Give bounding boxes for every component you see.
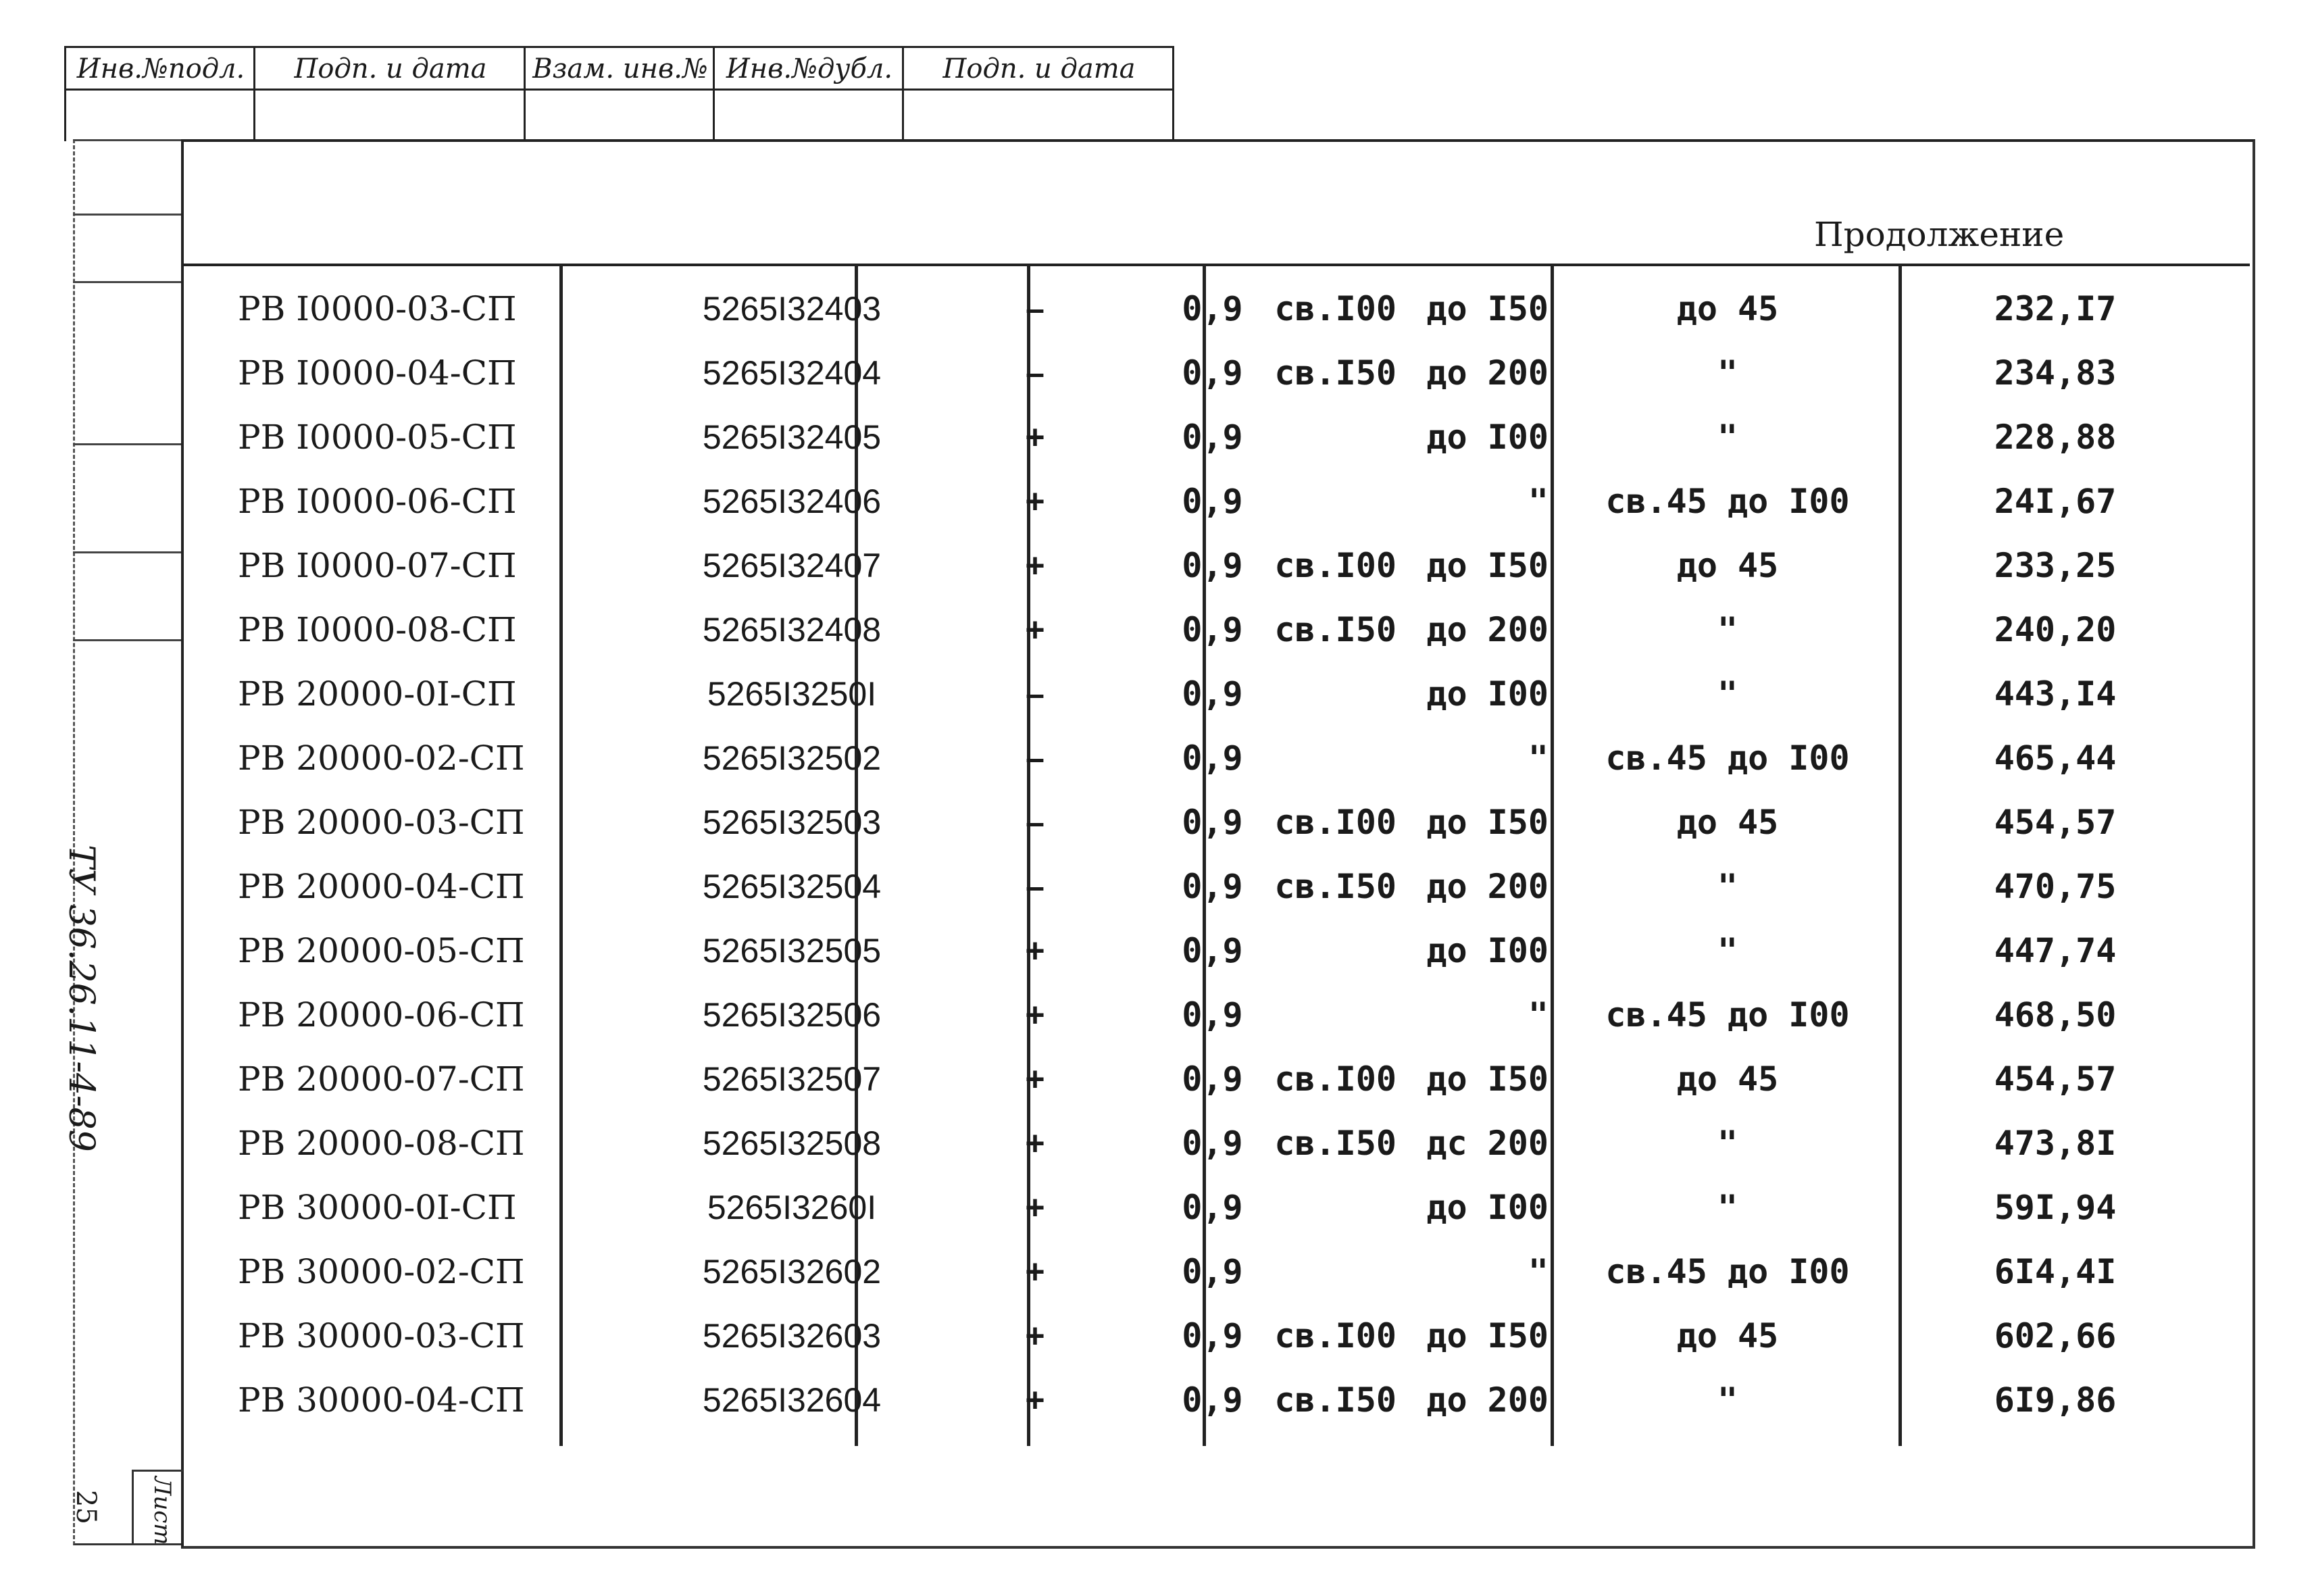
range-a-to: до I50 [1426,546,1549,585]
range-a-from: св.I00 [1274,1316,1397,1355]
sign-cell: – [1026,868,1045,905]
range-a-cell [1241,470,1555,534]
table-row [184,598,2250,662]
price-cell: 228,88 [1994,418,2117,457]
range-a-cell [1241,1304,1555,1368]
product-code: 5265I32603 [702,1317,882,1355]
price-cell: 59I,94 [1994,1188,2117,1227]
table-row [184,791,2250,855]
price-cell: 6I4,4I [1994,1252,2117,1291]
stamp-cell-sign-date-2 [902,48,1174,141]
range-a-to: до I00 [1426,418,1549,457]
product-name: РВ 20000-06-СП [238,995,525,1034]
range-a-cell [1241,1047,1555,1112]
range-a-from: св.I00 [1274,289,1397,328]
document-number: ТУ 36.26.11-4-89 [61,845,101,1152]
range-a-cell [1241,1112,1555,1176]
coefficient-cell: 0,9 [1182,1316,1243,1355]
range-a-from: св.I50 [1274,1380,1397,1420]
price-cell: 465,44 [1994,739,2117,778]
stamp-label: Взам. инв.№ [532,53,708,84]
price-cell: 443,I4 [1994,674,2117,714]
range-a-from: св.I00 [1274,803,1397,842]
product-name: РВ 20000-0I-СП [238,674,517,714]
stamp-label: Подп. и дата [294,53,487,84]
range-a-cell [1241,983,1555,1047]
table-row [184,983,2250,1047]
product-code: 5265I32404 [702,354,882,392]
coefficient-cell: 0,9 [1182,546,1243,585]
product-code: 5265I32407 [702,547,882,584]
sign-cell: + [1025,932,1045,970]
range-a-cell [1241,1368,1555,1432]
table-row [184,1368,2250,1432]
table-row [184,277,2250,341]
product-name: РВ I0000-04-СП [238,353,517,393]
coefficient-cell: 0,9 [1182,1380,1243,1420]
table-row [184,726,2250,791]
sign-cell: – [1026,803,1045,841]
range-a-cell [1241,534,1555,598]
range-a-to: " [1528,482,1549,521]
coefficient-cell: 0,9 [1182,289,1243,328]
range-a-to: дс 200 [1426,1124,1549,1163]
left-margin-marks [73,139,181,639]
range-a-cell [1241,855,1555,919]
table-row [184,919,2250,983]
range-a-to: " [1528,1252,1549,1291]
range-a-from: св.I00 [1274,546,1397,585]
price-cell: 470,75 [1994,867,2117,906]
coefficient-cell: 0,9 [1182,1252,1243,1291]
product-name: РВ 20000-08-СП [238,1124,525,1163]
range-b-cell: св.45 до I00 [1605,1252,1850,1291]
product-code: 5265I32604 [702,1381,882,1419]
stamp-cell-inv-dup [713,48,904,141]
stamp-cell-inv-orig [64,48,255,141]
range-b-cell: " [1717,1124,1738,1163]
table-row [184,534,2250,598]
approval-stamp [64,46,1174,141]
coefficient-cell: 0,9 [1182,353,1243,393]
coefficient-cell: 0,9 [1182,1188,1243,1227]
stamp-cell-replace-inv [524,48,715,141]
range-a-to: " [1528,739,1549,778]
price-cell: 240,20 [1994,610,2117,649]
range-a-to: до I00 [1426,674,1549,714]
range-a-to: до 200 [1426,610,1549,649]
range-b-cell: " [1717,1188,1738,1227]
price-cell: 6I9,86 [1994,1380,2117,1420]
coefficient-cell: 0,9 [1182,867,1243,906]
coefficient-cell: 0,9 [1182,739,1243,778]
price-cell: 473,8I [1994,1124,2117,1163]
range-a-from: св.I50 [1274,353,1397,393]
sign-cell: – [1026,739,1045,777]
coefficient-cell: 0,9 [1182,995,1243,1034]
range-b-cell: " [1717,674,1738,714]
sign-cell: + [1025,1381,1045,1419]
product-name: РВ I0000-08-СП [238,610,517,649]
range-a-cell [1241,598,1555,662]
header-divider [184,264,2250,266]
range-b-cell: " [1717,353,1738,393]
sign-cell: – [1026,354,1045,392]
price-cell: 602,66 [1994,1316,2117,1355]
price-cell: 454,57 [1994,1059,2117,1099]
sign-cell: + [1025,1317,1045,1355]
range-a-to: до I50 [1426,803,1549,842]
continuation-label: Продолжение [1814,215,2065,254]
coefficient-cell: 0,9 [1182,1059,1243,1099]
stamp-label: Инв.№подл. [76,53,245,84]
range-a-to: до 200 [1426,353,1549,393]
table-row [184,1112,2250,1176]
coefficient-cell: 0,9 [1182,418,1243,457]
product-code: 5265I32408 [702,611,882,649]
range-a-cell [1241,405,1555,470]
range-a-cell [1241,277,1555,341]
product-name: РВ I0000-03-СП [238,289,517,328]
product-code: 5265I32504 [702,868,882,905]
product-code: 5265I32508 [702,1124,882,1162]
price-cell: 233,25 [1994,546,2117,585]
product-code: 5265I32602 [702,1253,882,1291]
sign-cell: + [1025,611,1045,649]
range-a-cell [1241,1240,1555,1304]
price-cell: 454,57 [1994,803,2117,842]
range-a-to: до I50 [1426,289,1549,328]
coefficient-cell: 0,9 [1182,674,1243,714]
product-name: РВ I0000-06-СП [238,482,517,521]
range-a-cell [1241,662,1555,726]
table-row [184,1176,2250,1240]
product-name: РВ 20000-05-СП [238,931,525,970]
sheet-number: 25 [70,1490,101,1524]
range-a-to: " [1528,995,1549,1034]
table-row [184,662,2250,726]
product-name: РВ I0000-05-СП [238,418,517,457]
range-a-from: св.I50 [1274,1124,1397,1163]
range-a-to: до 200 [1426,867,1549,906]
range-b-cell: " [1717,610,1738,649]
sign-cell: – [1026,675,1045,713]
table-row [184,855,2250,919]
product-name: РВ I0000-07-СП [238,546,517,585]
product-name: РВ 20000-04-СП [238,867,525,906]
sign-cell: + [1025,996,1045,1034]
stamp-label: Подп. и дата [942,53,1136,84]
stamp-label: Инв.№дубл. [726,53,893,84]
range-b-cell: " [1717,1380,1738,1420]
product-name: РВ 20000-03-СП [238,803,525,842]
product-code: 5265I32505 [702,932,882,970]
product-code: 5265I3250I [707,675,877,713]
range-a-to: до I50 [1426,1316,1549,1355]
sign-cell: + [1025,1124,1045,1162]
table-row [184,341,2250,405]
sign-cell: – [1026,290,1045,328]
product-name: РВ 30000-0I-СП [238,1188,517,1227]
range-b-cell: до 45 [1676,1316,1779,1355]
price-cell: 447,74 [1994,931,2117,970]
sheet-label: Лист [149,1476,176,1545]
table-row [184,1240,2250,1304]
table-row [184,1304,2250,1368]
coefficient-cell: 0,9 [1182,931,1243,970]
range-a-to: до I50 [1426,1059,1549,1099]
sign-cell: + [1025,1253,1045,1291]
range-a-cell [1241,1176,1555,1240]
range-b-cell: до 45 [1676,289,1779,328]
coefficient-cell: 0,9 [1182,1124,1243,1163]
product-name: РВ 20000-07-СП [238,1059,525,1099]
range-b-cell: " [1717,867,1738,906]
range-a-cell [1241,791,1555,855]
range-b-cell: до 45 [1676,803,1779,842]
price-cell: 468,50 [1994,995,2117,1034]
sign-cell: + [1025,482,1045,520]
range-a-from: св.I00 [1274,1059,1397,1099]
price-cell: 234,83 [1994,353,2117,393]
range-a-from: св.I50 [1274,610,1397,649]
coefficient-cell: 0,9 [1182,610,1243,649]
range-b-cell: " [1717,931,1738,970]
range-a-cell [1241,919,1555,983]
sign-cell: + [1025,547,1045,584]
range-b-cell: св.45 до I00 [1605,482,1850,521]
product-name: РВ 20000-02-СП [238,739,525,778]
range-a-from: св.I50 [1274,867,1397,906]
range-a-to: до I00 [1426,931,1549,970]
product-code: 5265I32502 [702,739,882,777]
range-a-to: до 200 [1426,1380,1549,1420]
price-cell: 232,I7 [1994,289,2117,328]
product-name: РВ 30000-02-СП [238,1252,525,1291]
product-code: 5265I32406 [702,482,882,520]
range-b-cell: " [1717,418,1738,457]
product-code: 5265I32506 [702,996,882,1034]
range-a-to: до I00 [1426,1188,1549,1227]
range-b-cell: до 45 [1676,546,1779,585]
table-row [184,1047,2250,1112]
range-b-cell: св.45 до I00 [1605,995,1850,1034]
sign-cell: + [1025,1189,1045,1226]
product-name: РВ 30000-04-СП [238,1380,525,1420]
product-code: 5265I32405 [702,418,882,456]
range-b-cell: св.45 до I00 [1605,739,1850,778]
table-row [184,405,2250,470]
stamp-cell-sign-date [253,48,526,141]
coefficient-cell: 0,9 [1182,803,1243,842]
sign-cell: + [1025,1060,1045,1098]
range-a-cell [1241,341,1555,405]
sign-cell: + [1025,418,1045,456]
product-code: 5265I3260I [707,1189,877,1226]
range-a-cell [1241,726,1555,791]
product-code: 5265I32503 [702,803,882,841]
product-code: 5265I32403 [702,290,882,328]
coefficient-cell: 0,9 [1182,482,1243,521]
range-b-cell: до 45 [1676,1059,1779,1099]
product-code: 5265I32507 [702,1060,882,1098]
product-name: РВ 30000-03-СП [238,1316,525,1355]
price-cell: 24I,67 [1994,482,2117,521]
table-row [184,470,2250,534]
